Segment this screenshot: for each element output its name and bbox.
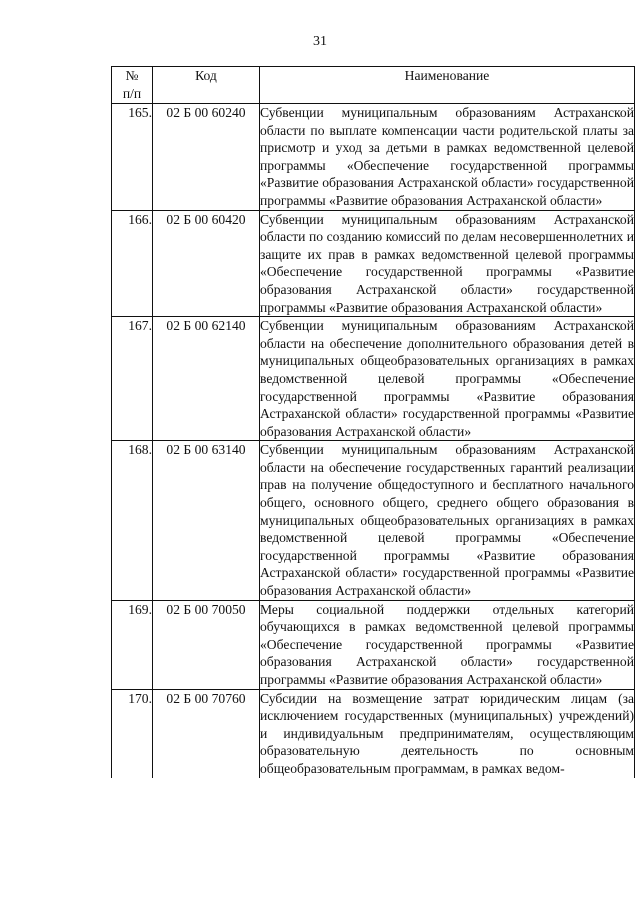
row-name: Субвенции муниципальным образованиям Астраханской области на обеспечение государственных гарантий реализации прав на получение общедоступного и бесплатного начального общего, основного общего, среднего общего образования в муниципальных общеобразовательных организациях в рамках ведомственной целевой программы «Обеспечение государственной программы «Развитие образования Астраханской области» государственной программы «Развитие образования Астраханской области» [260,441,635,600]
header-code: Код [153,67,260,104]
row-number: 167. [112,317,153,441]
row-code: 02 Б 00 63140 [153,441,260,600]
row-code: 02 Б 00 60420 [153,210,260,317]
row-name: Меры социальной поддержки отдельных категорий обучающихся в рамках ведомственной целевой программы «Обеспечение государственной программы «Развитие образования Астраханской области» государственной программы «Развитие образования Астраханской области» [260,600,635,689]
row-code: 02 Б 00 70760 [153,689,260,777]
row-number: 166. [112,210,153,317]
row-name: Субсидии на возмещение затрат юридическим лицам (за исключением государственных (муниципальных) учреждений) и индивидуальным предпринимателям, осуществляющим образовательную деятельность по основным общеобразовательным программам, в рамках ведом- [260,690,634,776]
row-name: Субвенции муниципальным образованиям Астраханской области на обеспечение дополнительного образования детей в муниципальных общеобразовательных организациях в рамках ведомственной целевой программы «Обеспечение государственной программы «Развитие образования Астраханской области» государственной программы «Развитие образования Астраханской области» [260,317,635,441]
row-number: 165. [112,104,153,211]
table-header-row [112,67,635,104]
table-row [112,210,635,317]
budget-codes-table [111,66,635,778]
row-name: Субвенции муниципальным образованиям Астраханской области по выплате компенсации части родительской платы за присмотр и уход за детьми в рамках ведомственной целевой программы «Обеспечение государственной программы «Развитие образования Астраханской области» государственной программы «Развитие образования Астраханской области» [260,104,635,211]
header-num-symbol: № [125,68,139,83]
row-number: 168. [112,441,153,600]
page-number: 31 [313,34,327,49]
table-row [112,441,635,600]
row-code: 02 Б 00 62140 [153,317,260,441]
header-num-abbrev: п/п [122,85,142,101]
row-number: 169. [112,600,153,689]
header-name: Наименование [260,67,635,104]
header-num [112,67,153,104]
table-row [112,317,635,441]
row-name: Субвенции муниципальным образованиям Астраханской области по созданию комиссий по делам несовершеннолетних и защите их прав в рамках ведомственной целевой программы «Обеспечение государственной программы «Развитие образования Астраханской области» государственной программы «Развитие образования Астраханской области» [260,210,635,317]
row-code: 02 Б 00 60240 [153,104,260,211]
table-row [112,600,635,689]
table-row [112,104,635,211]
row-number: 170. [112,689,153,777]
row-code: 02 Б 00 70050 [153,600,260,689]
table-row [112,689,635,777]
